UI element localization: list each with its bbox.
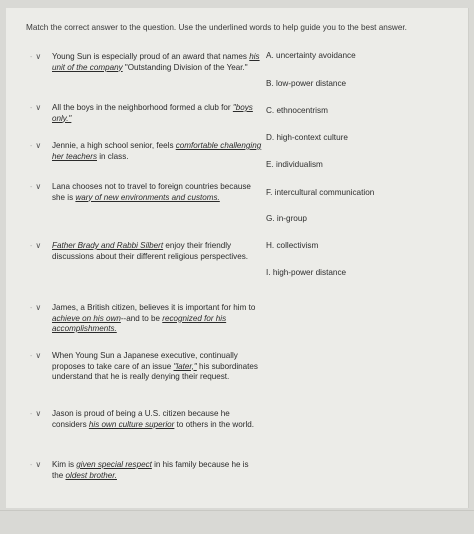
- answer-dropdown[interactable]: - ∨: [30, 460, 42, 469]
- chevron-down-icon: ∨: [35, 409, 42, 418]
- question-text: All the boys in the neighborhood formed a club for "boys only.": [52, 103, 253, 123]
- question-text: Father Brady and Rabbi Silbert enjoy their friendly discussions about their different religious perspectives.: [52, 241, 249, 261]
- chevron-down-icon: ∨: [35, 460, 42, 469]
- answer-dropdown[interactable]: - ∨: [30, 182, 42, 191]
- option-d: D. high-context culture: [266, 133, 348, 142]
- answer-dropdown[interactable]: - ∨: [30, 351, 42, 360]
- chevron-down-icon: ∨: [35, 52, 42, 61]
- option-f: F. intercultural communication: [266, 188, 375, 197]
- option-h: H. collectivism: [266, 241, 319, 250]
- question-text: Kim is given special respect in his family because he is the oldest brother.: [52, 460, 249, 480]
- answer-dropdown[interactable]: - ∨: [30, 103, 42, 112]
- answer-dropdown[interactable]: - ∨: [30, 141, 42, 150]
- answer-dropdown[interactable]: - ∨: [30, 52, 42, 61]
- option-e: E. individualism: [266, 160, 323, 169]
- chevron-down-icon: ∨: [35, 241, 42, 250]
- chevron-down-icon: ∨: [35, 103, 42, 112]
- bottom-divider: [0, 510, 474, 511]
- question-text: Lana chooses not to travel to foreign countries because she is wary of new environments and customs.: [52, 182, 251, 202]
- chevron-down-icon: ∨: [35, 182, 42, 191]
- question-text: When Young Sun a Japanese executive, continually proposes to take care of an issue "later," his subordinates understand that he is really denying their request.: [52, 351, 258, 381]
- answer-dropdown[interactable]: - ∨: [30, 241, 42, 250]
- option-g: G. in-group: [266, 214, 307, 223]
- question-text: Jason is proud of being a U.S. citizen because he considers his own culture superior to others in the world.: [52, 409, 255, 429]
- answer-dropdown[interactable]: - ∨: [30, 303, 42, 312]
- chevron-down-icon: ∨: [35, 351, 42, 360]
- question-text: Jennie, a high school senior, feels comfortable challenging her teachers in class.: [52, 141, 262, 161]
- question-text: James, a British citizen, believes it is important for him to achieve on his own--and to be recognized for his accomplishments.: [52, 303, 256, 333]
- option-c: C. ethnocentrism: [266, 106, 328, 115]
- chevron-down-icon: ∨: [35, 303, 42, 312]
- chevron-down-icon: ∨: [35, 141, 42, 150]
- question-text: Young Sun is especially proud of an award that names his unit of the company "Outstanding Division of the Year.": [52, 52, 260, 72]
- answer-dropdown[interactable]: - ∨: [30, 409, 42, 418]
- option-a: A. uncertainty avoidance: [266, 51, 356, 60]
- option-i: I. high-power distance: [266, 268, 347, 277]
- instructions-text: Match the correct answer to the question. Use the underlined words to help guide you to the best answer.: [26, 23, 407, 32]
- option-b: B. low-power distance: [266, 79, 347, 88]
